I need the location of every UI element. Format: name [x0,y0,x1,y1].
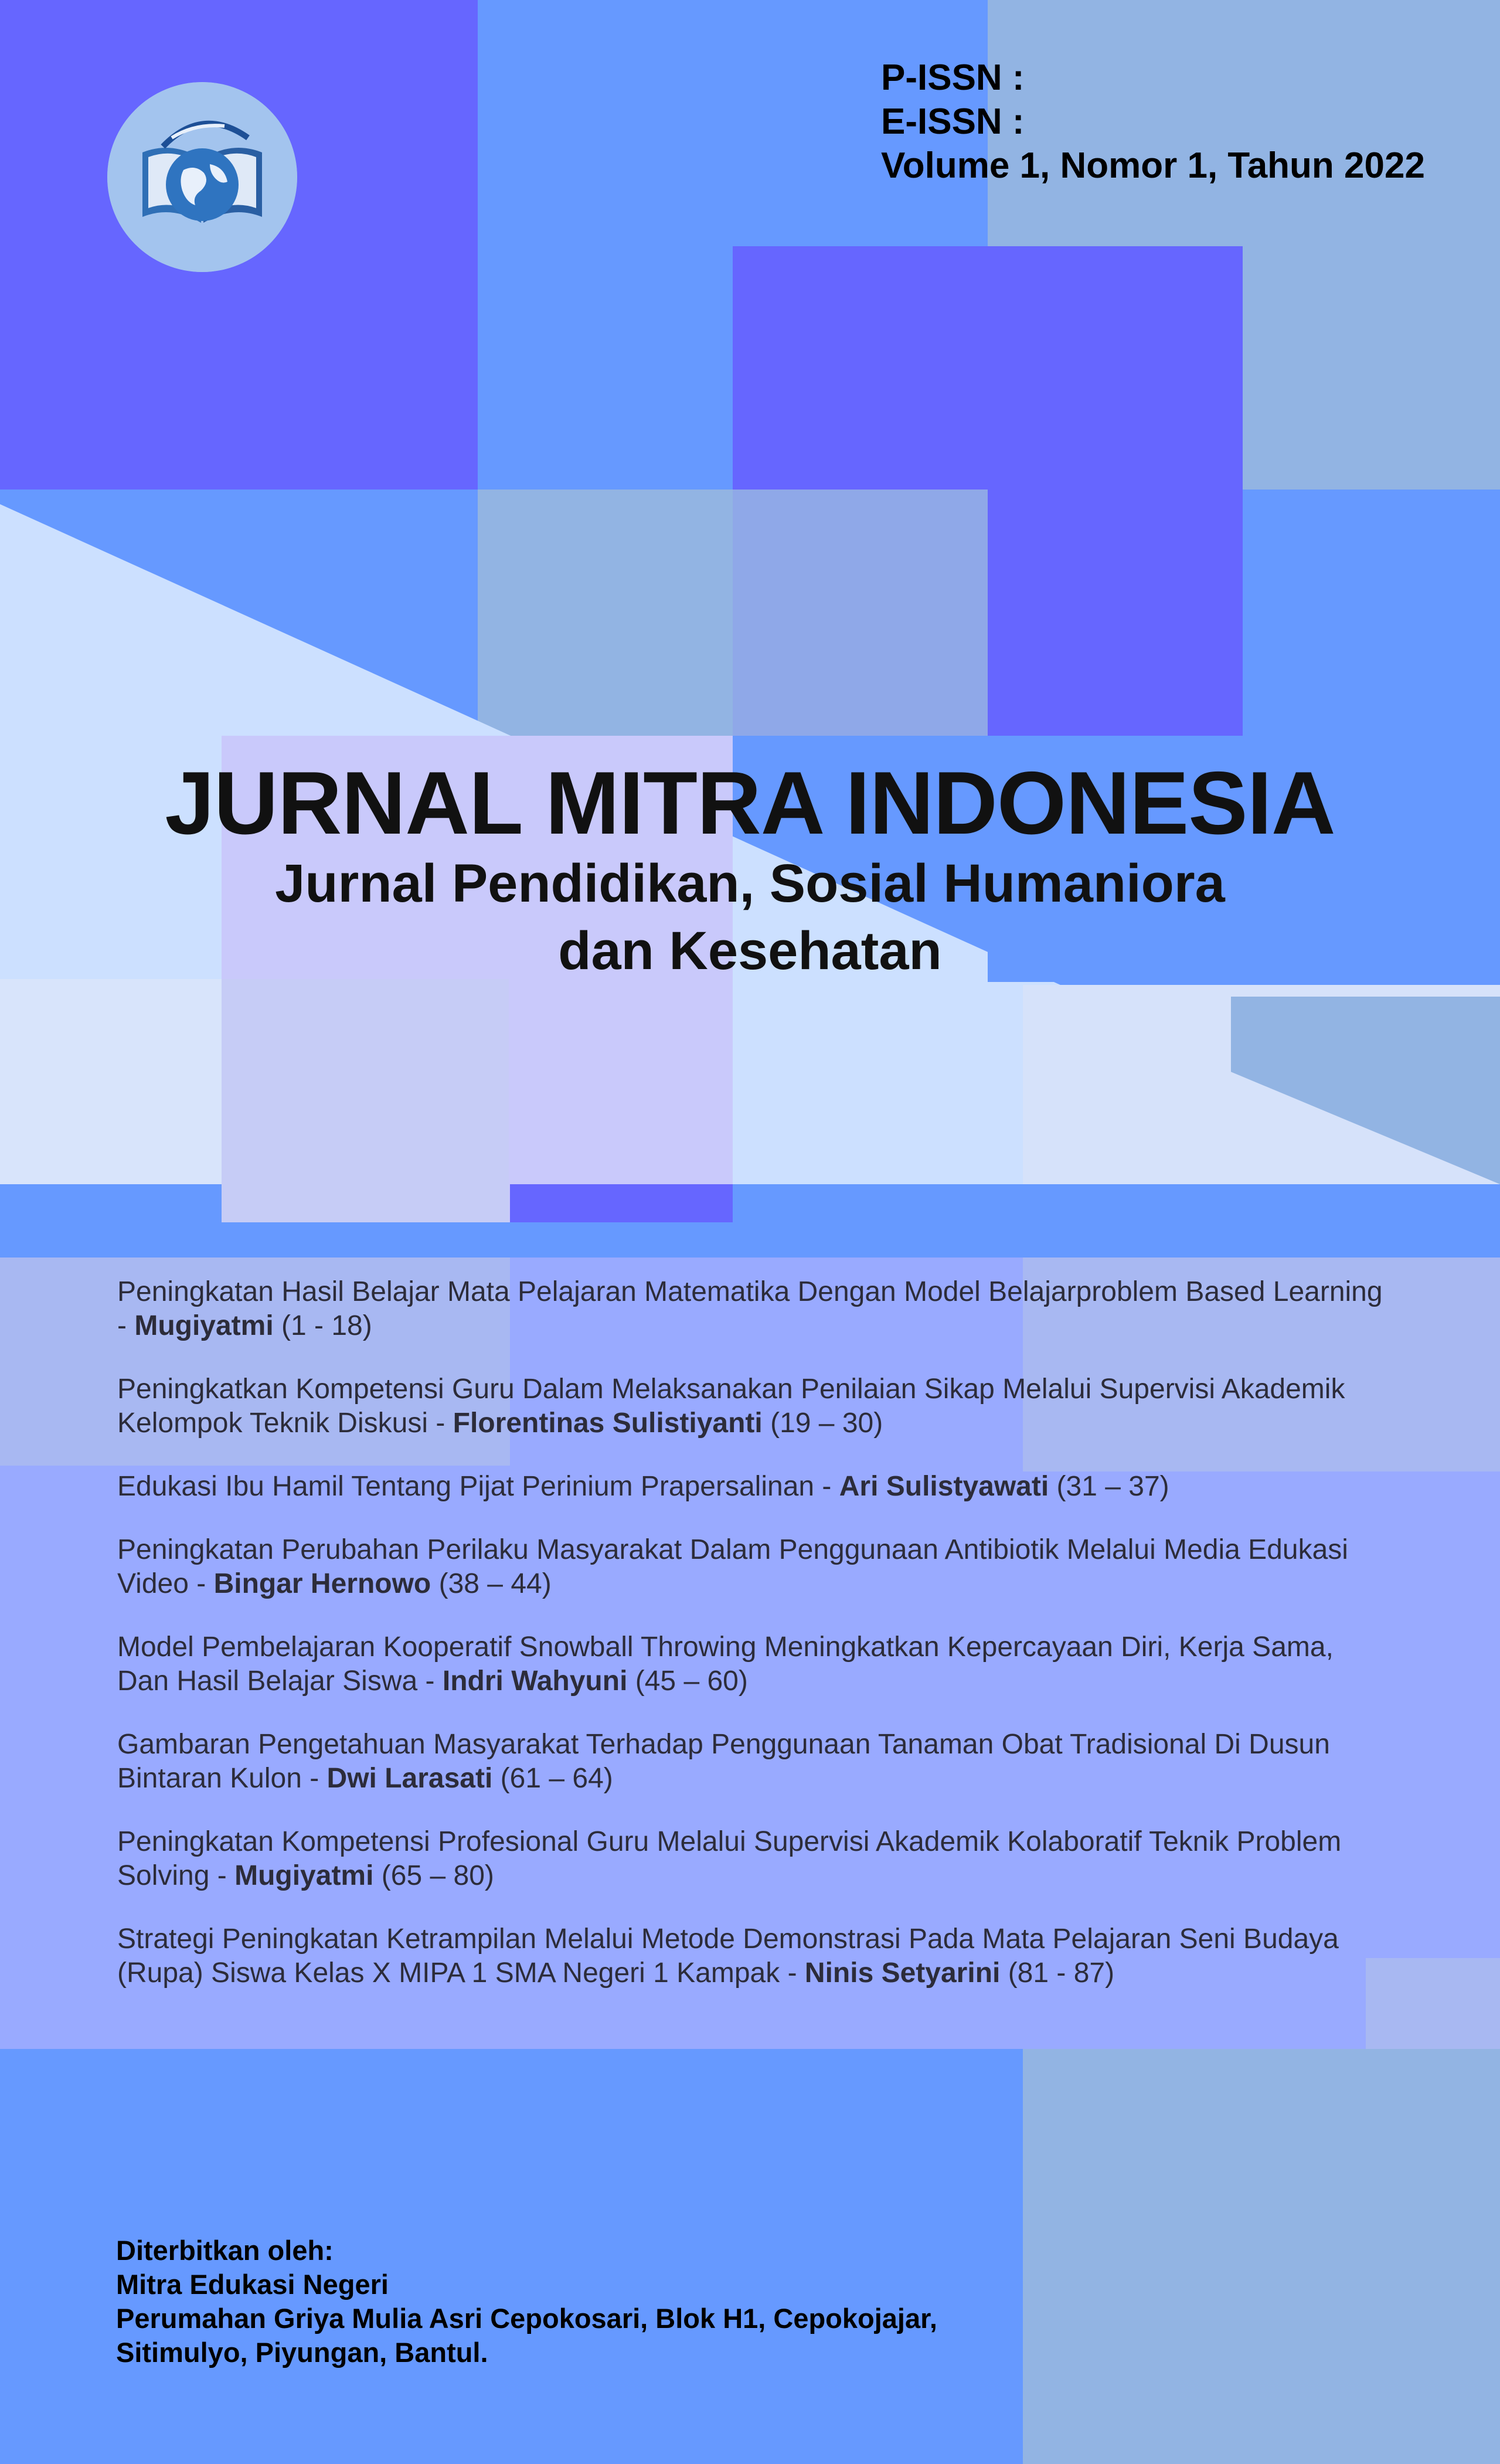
article-pages: (38 – 44) [431,1568,552,1599]
article-author: Indri Wahyuni [442,1666,628,1697]
article-title-cont: Kelompok Teknik Diskusi - [117,1408,453,1439]
p-issn: P-ISSN : [881,57,1025,98]
article-title-cont: Bintaran Kulon - [117,1763,327,1794]
article-entry [117,1470,1465,1504]
globe-book-logo-icon [107,82,297,272]
article-pages: (61 – 64) [492,1763,613,1794]
article-pages: (45 – 60) [627,1666,748,1697]
journal-title-block [0,753,1500,985]
article-title-line: Strategi Peningkatan Ketrampilan Melalui Metode Demonstrasi Pada Mata Pelajaran Seni Budaya [117,1923,1339,1955]
publisher-address-line1: Perumahan Griya Mulia Asri Cepokosari, Blok H1, Cepokojajar, [116,2303,937,2334]
journal-title: JURNAL MITRA INDONESIA [165,753,1335,853]
article-entry [117,1630,1465,1698]
article-pages: (81 - 87) [1000,1957,1115,1989]
article-title-cont: Dan Hasil Belajar Siswa - [117,1666,443,1697]
article-title-line: Peningkatan Kompetensi Profesional Guru Melalui Supervisi Akademik Kolaboratif Teknik Problem [117,1826,1342,1857]
article-title-cont: - [117,1310,135,1341]
article-author: Ninis Setyarini [804,1957,1001,1989]
table-of-contents [117,1275,1465,2020]
article-title-line: Peningkatan Perubahan Perilaku Masyarakat Dalam Penggunaan Antibiotik Melalui Media Edukasi [117,1534,1348,1565]
article-title-cont: Video - [117,1568,214,1599]
e-issn: E-ISSN : [881,101,1025,142]
journal-subtitle-line2: dan Kesehatan [558,921,942,981]
article-author: Ari Sulistyawati [839,1471,1049,1502]
article-title-cont: (Rupa) Siswa Kelas X MIPA 1 SMA Negeri 1 Kampak - [117,1957,805,1989]
article-entry [117,1728,1465,1796]
publisher-label: Diterbitkan oleh: [116,2235,334,2266]
article-entry [117,1372,1465,1440]
article-title-line: Peningkatkan Kompetensi Guru Dalam Melaksanakan Penilaian Sikap Melalui Supervisi Akademik [117,1374,1345,1405]
article-title-cont: Solving - [117,1860,235,1891]
issn-block [881,56,1425,188]
article-title-cont: Edukasi Ibu Hamil Tentang Pijat Perinium Prapersalinan - [117,1471,839,1502]
article-entry [117,1533,1465,1601]
volume-info: Volume 1, Nomor 1, Tahun 2022 [881,145,1425,186]
article-title-line: Peningkatan Hasil Belajar Mata Pelajaran Matematika Dengan Model Belajarproblem Based Learning [117,1276,1383,1307]
article-author: Dwi Larasati [326,1763,493,1794]
article-pages: (65 – 80) [373,1860,494,1891]
article-entry [117,1275,1465,1343]
article-entry [117,1922,1465,1990]
article-author: Bingar Hernowo [213,1568,431,1599]
article-pages: (19 – 30) [762,1408,883,1439]
journal-subtitle-line1: Jurnal Pendidikan, Sosial Humaniora [275,854,1225,913]
article-author: Mugiyatmi [134,1310,274,1341]
publisher-address-line2: Sitimulyo, Piyungan, Bantul. [116,2337,488,2368]
article-title-line: Model Pembelajaran Kooperatif Snowball Throwing Meningkatkan Kepercayaan Diri, Kerja Sama, [117,1632,1334,1663]
article-entry [117,1825,1465,1893]
journal-logo [107,82,297,272]
article-author: Florentinas Sulistiyanti [453,1408,763,1439]
publisher-block [116,2234,937,2370]
article-title-line: Gambaran Pengetahuan Masyarakat Terhadap Penggunaan Tanaman Obat Tradisional Di Dusun [117,1729,1330,1760]
article-pages: (1 - 18) [273,1310,372,1341]
article-author: Mugiyatmi [234,1860,374,1891]
publisher-name: Mitra Edukasi Negeri [116,2269,389,2300]
article-pages: (31 – 37) [1049,1471,1169,1502]
